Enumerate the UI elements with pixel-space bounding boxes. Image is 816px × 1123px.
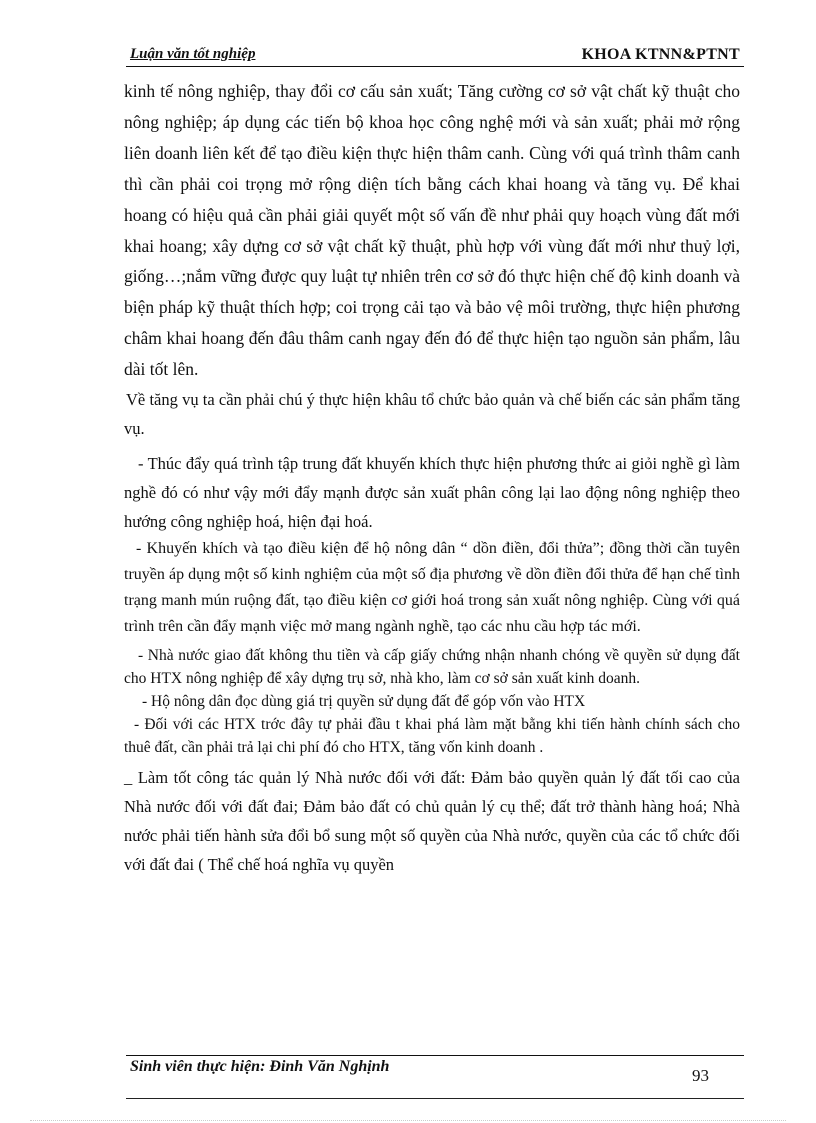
student-name: Sinh viên thực hiện: Đinh Văn Nghịnh	[130, 1058, 390, 1075]
body-text	[124, 76, 740, 879]
page-number: 93	[692, 1066, 709, 1085]
paragraph-7: - Đối với các HTX trớc đây tự phải đầu t khai phá làm mặt bằng khi tiến hành chính sách cho thuê đất, cần phải trả lại chi phí đó cho HTX, tăng vốn kinh doanh .	[124, 716, 740, 757]
footer-bottom-divider	[126, 1098, 744, 1099]
paragraph-1: kinh tế nông nghiệp, thay đổi cơ cấu sản xuất; Tăng cường cơ sở vật chất kỹ thuật cho nông nghiệp; áp dụng các tiến bộ khoa học công nghệ mới và sản xuất; phải mở rộng liên doanh liên kết để tạo điều kiện thực hiện thâm canh. Cùng với quá trình thâm canh thì cần phải coi trọng mở rộng diện tích bằng cách khai hoang và tăng vụ. Để khai hoang có hiệu quả cần phải giải quyết một số vấn đề như phải quy hoạch vùng đất mới khai hoang; xây dựng cơ sở vật chất kỹ thuật, phù hợp với vùng đất mới như thuỷ lợi, giống…;nắm vững được quy luật tự nhiên trên cơ sở đó thực hiện chế độ kinh doanh và biện pháp kỹ thuật thích hợp; coi trọng cải tạo và bảo vệ môi trường, thực hiện phương châm khai hoang đến đâu thâm canh ngay đến đó để thực hiện tạo nguồn sản phẩm, lâu dài tốt lên.	[124, 81, 740, 380]
page-header	[126, 46, 744, 66]
page-edge	[30, 1120, 786, 1121]
paragraph-5: - Nhà nước giao đất không thu tiền và cấp giấy chứng nhận nhanh chóng về quyền sử dụng đất cho HTX nông nghiệp để xây dựng trụ sở, nhà kho, làm cơ sở sản xuất kinh doanh.	[124, 647, 740, 688]
paragraph-3: - Thúc đẩy quá trình tập trung đất khuyến khích thực hiện phương thức ai giỏi nghề gì làm nghề đó có như vậy mới đẩy mạnh được sản xuất phân công lại lao động nông nghiệp theo hướng công nghiệp hoá, hiện đại hoá.	[124, 454, 740, 532]
paragraph-6: - Hộ nông dân đọc dùng giá trị quyền sử dụng đất để góp vốn vào HTX	[142, 693, 586, 711]
paragraph-8: _ Làm tốt công tác quản lý Nhà nước đối với đất: Đảm bảo quyền quản lý đất tối cao của Nhà nước đối với đất đai; Đảm bảo đất có chủ quản lý cụ thể; đất trở thành hàng hoá; Nhà nước phải tiến hành sửa đổi bổ sung một số quyền của Nhà nước, quyền của các tổ chức đối với đất đai ( Thể chế hoá nghĩa vụ quyền	[124, 768, 740, 875]
thesis-label: Luận văn tốt nghiệp	[130, 46, 256, 62]
paragraph-2: Về tăng vụ ta cần phải chú ý thực hiện khâu tổ chức bảo quản và chế biến các sản phẩm tăng vụ.	[124, 390, 740, 439]
paragraph-4: - Khuyến khích và tạo điều kiện để hộ nông dân “ dồn điền, đổi thửa”; đồng thời cần tuyên truyền áp dụng một số kinh nghiệm của một số địa phương về dồn điền đổi thửa để hạn chế tình trạng manh mún ruộng đất, tạo điều kiện cơ giới hoá trong sản xuất nông nghiệp. Cùng với quá trình trên cần đẩy mạnh việc mở mang ngành nghề, tạo các nhu cầu hợp tác mới.	[124, 540, 740, 636]
header-divider	[126, 66, 744, 67]
footer-divider	[126, 1055, 744, 1056]
faculty-label: KHOA KTNN&PTNT	[581, 46, 740, 63]
